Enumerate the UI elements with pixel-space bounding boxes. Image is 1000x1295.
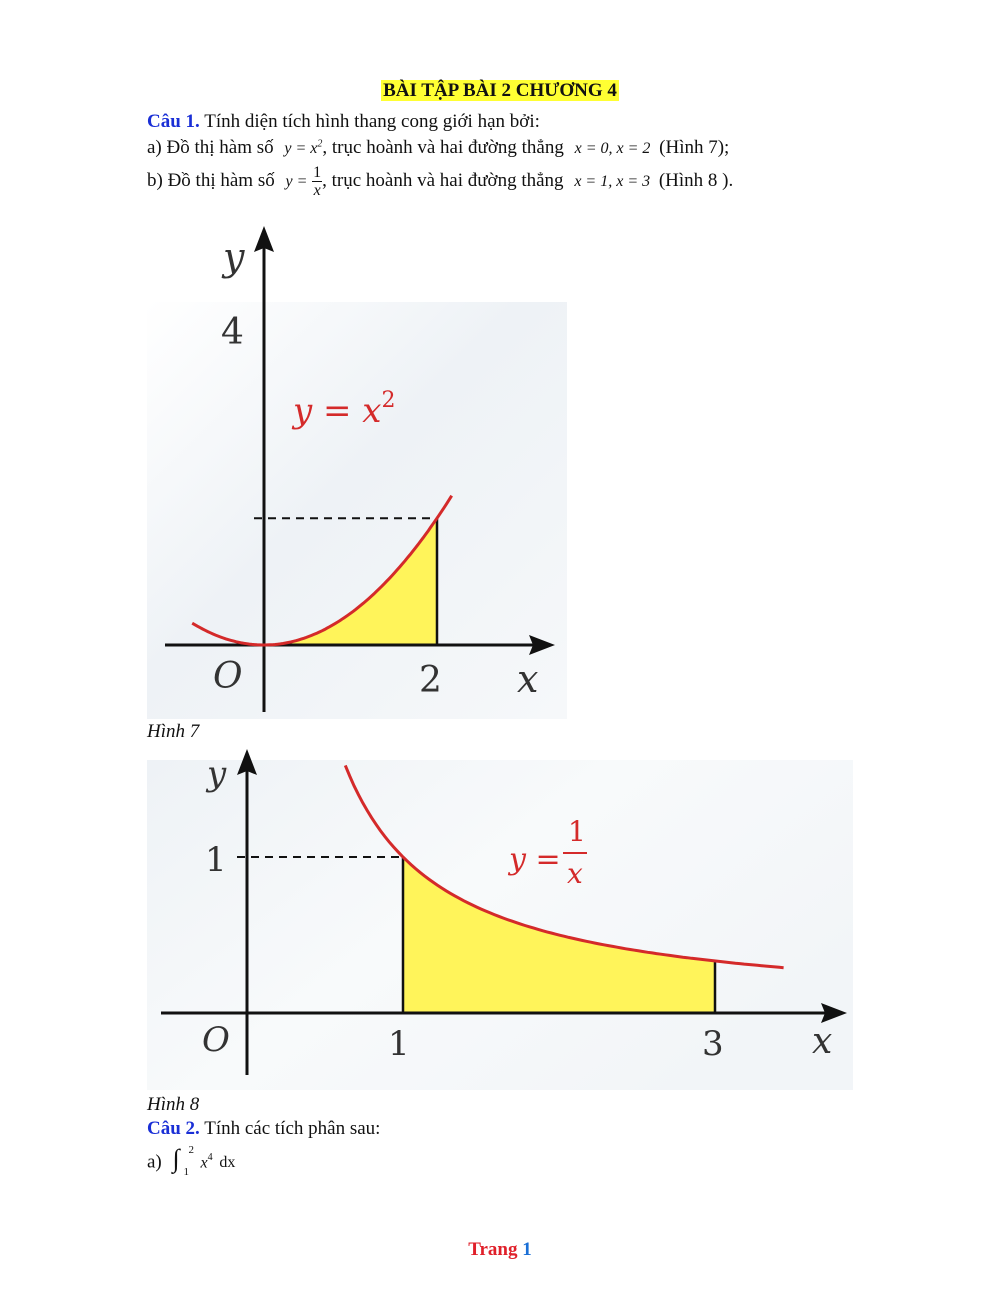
question-1-label: Câu 1. <box>147 111 200 132</box>
figure-8-graph <box>147 745 853 1090</box>
figure-7-graph <box>147 222 567 719</box>
question-2-heading <box>147 1118 380 1140</box>
page-footer <box>0 1239 1000 1261</box>
figure-8-x-tick-3: 3 <box>702 1024 724 1064</box>
page-title: BÀI TẬP BÀI 2 CHƯƠNG 4 <box>383 80 617 101</box>
figure-7-x-label: x <box>517 657 539 701</box>
figure-7-x-tick: 2 <box>419 660 442 701</box>
figure-8-curve-label-den: x <box>567 857 583 890</box>
question-1-heading <box>147 111 540 133</box>
integral-sign: ∫ <box>172 1144 180 1173</box>
function-b-fraction: $\frac{1}{x}$ <box>313 164 322 199</box>
function-a: $y = x^2$ <box>284 138 323 157</box>
question-1-text: Tính diện tích hình thang cong giới hạn bởi: <box>204 111 540 132</box>
figure-7-origin: O <box>213 656 243 697</box>
figure-8-caption: Hình 8 <box>147 1094 200 1115</box>
figure-8-y-tick: 1 <box>205 840 227 880</box>
question-2-text: Tính các tích phân sau: <box>204 1118 381 1139</box>
figure-8-x-label: x <box>812 1021 833 1062</box>
figure-7-y-tick: 4 <box>221 312 244 353</box>
figure-7-curve-label: $y = x^2$ <box>293 388 396 431</box>
integral-lower-bound: 1 <box>183 1166 190 1178</box>
figure-7-caption: Hình 7 <box>147 721 200 742</box>
figure-8-curve-label-num: 1 <box>568 815 586 848</box>
question-2a: a) ∫ 2 1 $x^4$ dx <box>147 1144 236 1178</box>
question-2-label: Câu 2. <box>147 1118 200 1139</box>
page-number: 1 <box>522 1239 532 1260</box>
figure-8-origin: O <box>202 1020 230 1060</box>
figure-8-y-label: y <box>207 754 227 794</box>
integral-expression <box>167 1144 201 1178</box>
question-1a: a) Đồ thị hàm số $y = x^2$, trục hoành và hai đường thẳng x = 0, x = 2 (Hình 7); <box>147 137 730 158</box>
integral-upper-bound: 2 <box>188 1144 195 1156</box>
figure-7-background <box>147 302 567 719</box>
figure-7-y-label: y <box>223 235 245 279</box>
footer-label: Trang <box>468 1239 518 1260</box>
figure-8-curve-label-lhs: y = <box>509 842 561 877</box>
lines-b: x = 1, x = 3 <box>574 172 651 190</box>
figure-8-x-tick-1: 1 <box>388 1024 410 1064</box>
question-1b: b) Đồ thị hàm số y = $\frac{1}{x}$ , trục hoành và hai đường thẳng x = 1, x = 3 (Hình 8 ). <box>147 164 734 199</box>
lines-a: x = 0, x = 2 <box>574 140 651 157</box>
